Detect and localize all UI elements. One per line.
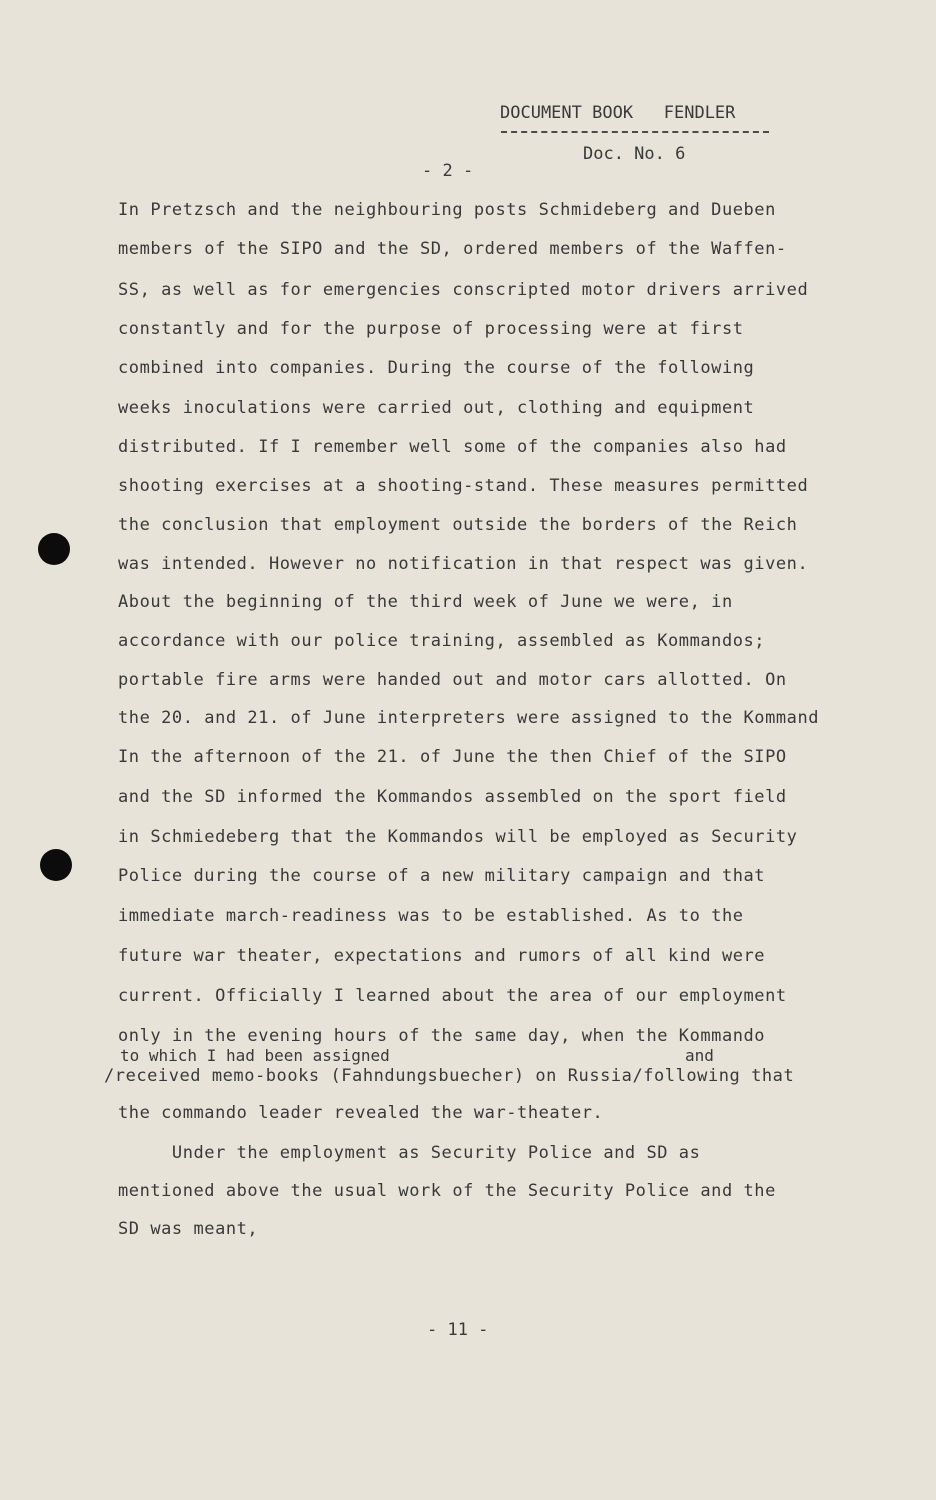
- body-line: current. Officially I learned about the area of our employment: [118, 986, 787, 1006]
- body-line: constantly and for the purpose of processing were at first: [118, 319, 744, 339]
- interlinear-insertion: and: [685, 1046, 714, 1065]
- body-line: /received memo-books (Fahndungsbuecher) on Russia/following that: [104, 1066, 795, 1086]
- body-line: shooting exercises at a shooting-stand. These measures permitted: [118, 476, 809, 496]
- body-line: distributed. If I remember well some of the companies also had: [118, 437, 787, 457]
- body-line: weeks inoculations were carried out, clothing and equipment: [118, 398, 755, 418]
- body-line: future war theater, expectations and rumors of all kind were: [118, 946, 766, 966]
- body-line: Police during the course of a new military campaign and that: [118, 866, 766, 886]
- body-line: in Schmiedeberg that the Kommandos will be employed as Security: [118, 827, 798, 847]
- body-line: combined into companies. During the course of the following: [118, 358, 755, 378]
- punch-hole: [40, 849, 72, 881]
- doc-number: Doc. No. 6: [583, 144, 686, 164]
- body-line: members of the SIPO and the SD, ordered members of the Waffen-: [118, 239, 787, 259]
- body-line: In Pretzsch and the neighbouring posts Schmideberg and Dueben: [118, 200, 776, 220]
- body-line: SS, as well as for emergencies conscripted motor drivers arrived: [118, 280, 809, 300]
- body-line: and the SD informed the Kommandos assembled on the sport field: [118, 787, 787, 807]
- punch-hole: [38, 533, 70, 565]
- body-line: the commando leader revealed the war-theater.: [118, 1103, 604, 1123]
- body-line: About the beginning of the third week of June we were, in: [118, 592, 733, 612]
- document-book-header: DOCUMENT BOOK FENDLER: [500, 103, 736, 123]
- page-marker: - 2 -: [422, 161, 474, 181]
- footer-page-number: - 11 -: [427, 1320, 489, 1340]
- body-line: the 20. and 21. of June interpreters were assigned to the Kommand: [118, 708, 820, 728]
- body-line: the conclusion that employment outside the borders of the Reich: [118, 515, 798, 535]
- body-line: In the afternoon of the 21. of June the then Chief of the SIPO: [118, 747, 787, 767]
- body-line: Under the employment as Security Police and SD as: [118, 1143, 701, 1163]
- body-line: immediate march-readiness was to be established. As to the: [118, 906, 744, 926]
- header-underline: [501, 131, 769, 133]
- body-line: was intended. However no notification in that respect was given.: [118, 554, 809, 574]
- body-line: only in the evening hours of the same day, when the Kommando: [118, 1026, 766, 1046]
- interlinear-insertion: to which I had been assigned: [120, 1046, 390, 1065]
- body-line: portable fire arms were handed out and motor cars allotted. On: [118, 670, 787, 690]
- body-line: SD was meant,: [118, 1219, 259, 1239]
- body-line: accordance with our police training, assembled as Kommandos;: [118, 631, 766, 651]
- body-line: mentioned above the usual work of the Security Police and the: [118, 1181, 776, 1201]
